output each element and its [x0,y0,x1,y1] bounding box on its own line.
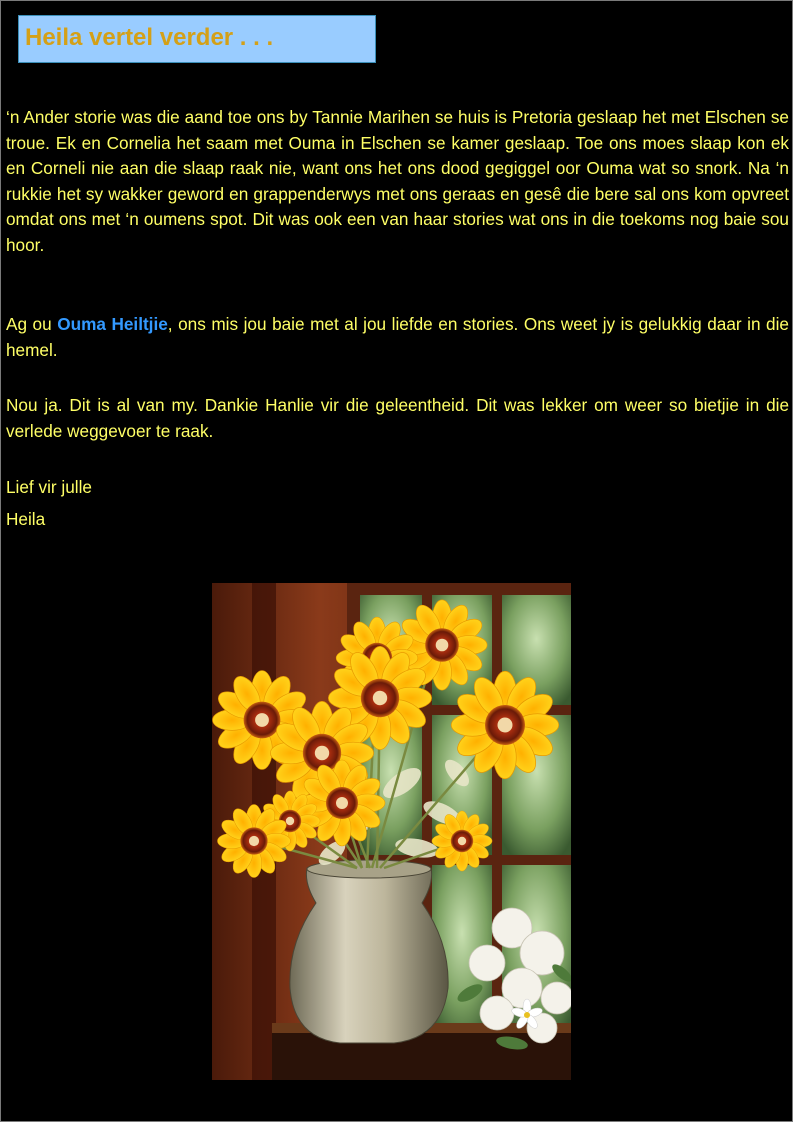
paragraph-ouma-after: , ons mis jou baie met al jou liefde en stories. Ons weet jy is gelukkig daar in die hemel. [6,314,789,360]
title-box [18,15,376,63]
paragraph-ouma [6,312,789,363]
ouma-name-highlight: Ouma Heiltjie [57,314,168,334]
signature: Heila [6,509,46,529]
sunflower-vase-photo [212,583,571,1080]
paragraph-ouma-before: Ag ou [6,314,58,334]
closing-line: Lief vir julle [6,477,92,497]
sunflower-vase-illustration [212,583,571,1080]
paragraph-story: ‘n Ander storie was die aand toe ons by Tannie Marihen se huis is Pretoria geslaap het met Elschen se troue. Ek en Cornelia het saam met Ouma in Elschen se kamer geslaap. Toe ons moes slaap kon ek en Corneli nie aan die slaap raak nie, want ons het ons dood gegiggel oor Ouma wat so snork. Na ‘n rukkie het sy wakker geword en grappenderwys met ons geraas en gesê die bere sal ons kom opvreet omdat ons met ‘n oumens spot. Dit was ook een van haar stories wat ons in die toekoms nog baie sou hoor. [6,107,789,255]
paragraph-thanks: Nou ja. Dit is al van my. Dankie Hanlie vir die geleentheid. Dit was lekker om weer so bietjie in die verlede weggevoer te raak. [6,395,789,441]
page-title: Heila vertel verder . . . [25,24,274,51]
